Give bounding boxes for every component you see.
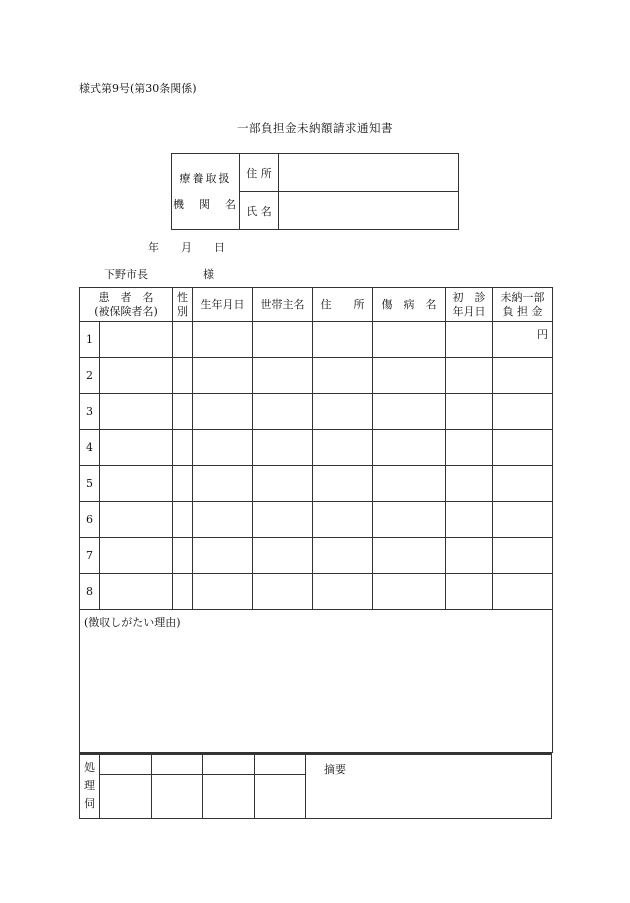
patient-table	[79, 287, 553, 753]
summary-field[interactable]	[306, 754, 552, 818]
table-row	[80, 502, 553, 538]
institution-label: 療養取扱 機 関 名	[172, 154, 240, 230]
name-label: 氏 名	[240, 192, 279, 230]
table-row	[80, 574, 553, 610]
table-row	[80, 538, 553, 574]
header-patient: 患 者 名 (被保険者名)	[80, 288, 173, 322]
institution-table	[171, 153, 459, 230]
addressee: 下野市長 様	[104, 268, 214, 281]
row-number: 8	[80, 574, 100, 610]
date-line: 年 月 日	[148, 241, 225, 254]
table-row	[80, 322, 553, 358]
summary-label: 摘要	[324, 763, 346, 776]
name-field[interactable]	[279, 192, 459, 230]
row-number: 2	[80, 358, 100, 394]
row-number: 7	[80, 538, 100, 574]
reason-field[interactable]	[80, 610, 553, 753]
header-address: 住 所	[313, 288, 373, 322]
yen-unit: 円	[537, 328, 548, 341]
table-row	[80, 466, 553, 502]
header-birth: 生年月日	[193, 288, 253, 322]
row-number: 1	[80, 322, 100, 358]
form-label: 様式第9号(第30条関係)	[79, 82, 197, 95]
table-row	[80, 394, 553, 430]
header-first-visit: 初 診 年月日	[446, 288, 493, 322]
reason-label: (徴収しがたい理由)	[84, 616, 181, 629]
header-householder: 世帯主名	[253, 288, 313, 322]
row-number: 4	[80, 430, 100, 466]
header-disease: 傷 病 名	[373, 288, 446, 322]
document-title: 一部負担金未納額請求通知書	[237, 121, 393, 135]
processing-table	[79, 753, 552, 819]
row-number: 5	[80, 466, 100, 502]
address-label: 住 所	[240, 154, 279, 192]
row-number: 6	[80, 502, 100, 538]
row-number: 3	[80, 394, 100, 430]
header-sex: 性 別	[173, 288, 193, 322]
address-field[interactable]	[279, 154, 459, 192]
header-unpaid: 未納一部 負 担 金	[493, 288, 553, 322]
processing-label: 処 理 伺	[80, 754, 100, 818]
table-row	[80, 358, 553, 394]
table-row	[80, 430, 553, 466]
